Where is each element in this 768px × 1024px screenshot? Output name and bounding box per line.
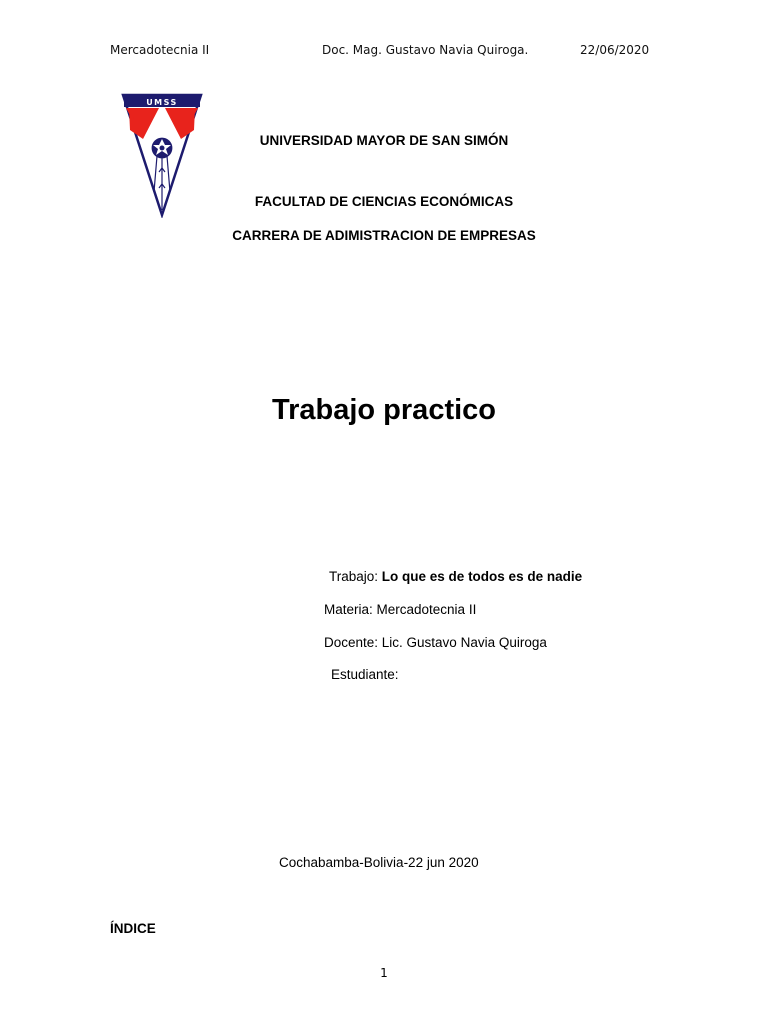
- student-field: Estudiante:: [331, 667, 399, 682]
- teacher-field: Docente: Lic. Gustavo Navia Quiroga: [324, 635, 547, 650]
- index-heading: ÍNDICE: [110, 921, 156, 936]
- subject-field: Materia: Mercadotecnia II: [324, 602, 477, 617]
- logo-text: UMSS: [146, 98, 178, 107]
- work-value: Lo que es de todos es de nadie: [381, 569, 583, 584]
- header-course: Mercadotecnia II: [110, 43, 210, 57]
- header-date: 22/06/2020: [580, 43, 650, 57]
- document-title: Trabajo practico: [271, 394, 496, 426]
- career-name: CARRERA DE ADIMISTRACION DE EMPRESAS: [232, 228, 536, 243]
- header-teacher: Doc. Mag. Gustavo Navia Quiroga.: [322, 43, 529, 57]
- work-field: [329, 569, 582, 584]
- work-label: Trabajo:: [329, 569, 379, 584]
- faculty-name: FACULTAD DE CIENCIAS ECONÓMICAS: [254, 194, 514, 209]
- place-date: Cochabamba-Bolivia-22 jun 2020: [279, 855, 479, 870]
- university-name: UNIVERSIDAD MAYOR DE SAN SIMÓN: [259, 133, 509, 148]
- page-number: 1: [380, 966, 388, 980]
